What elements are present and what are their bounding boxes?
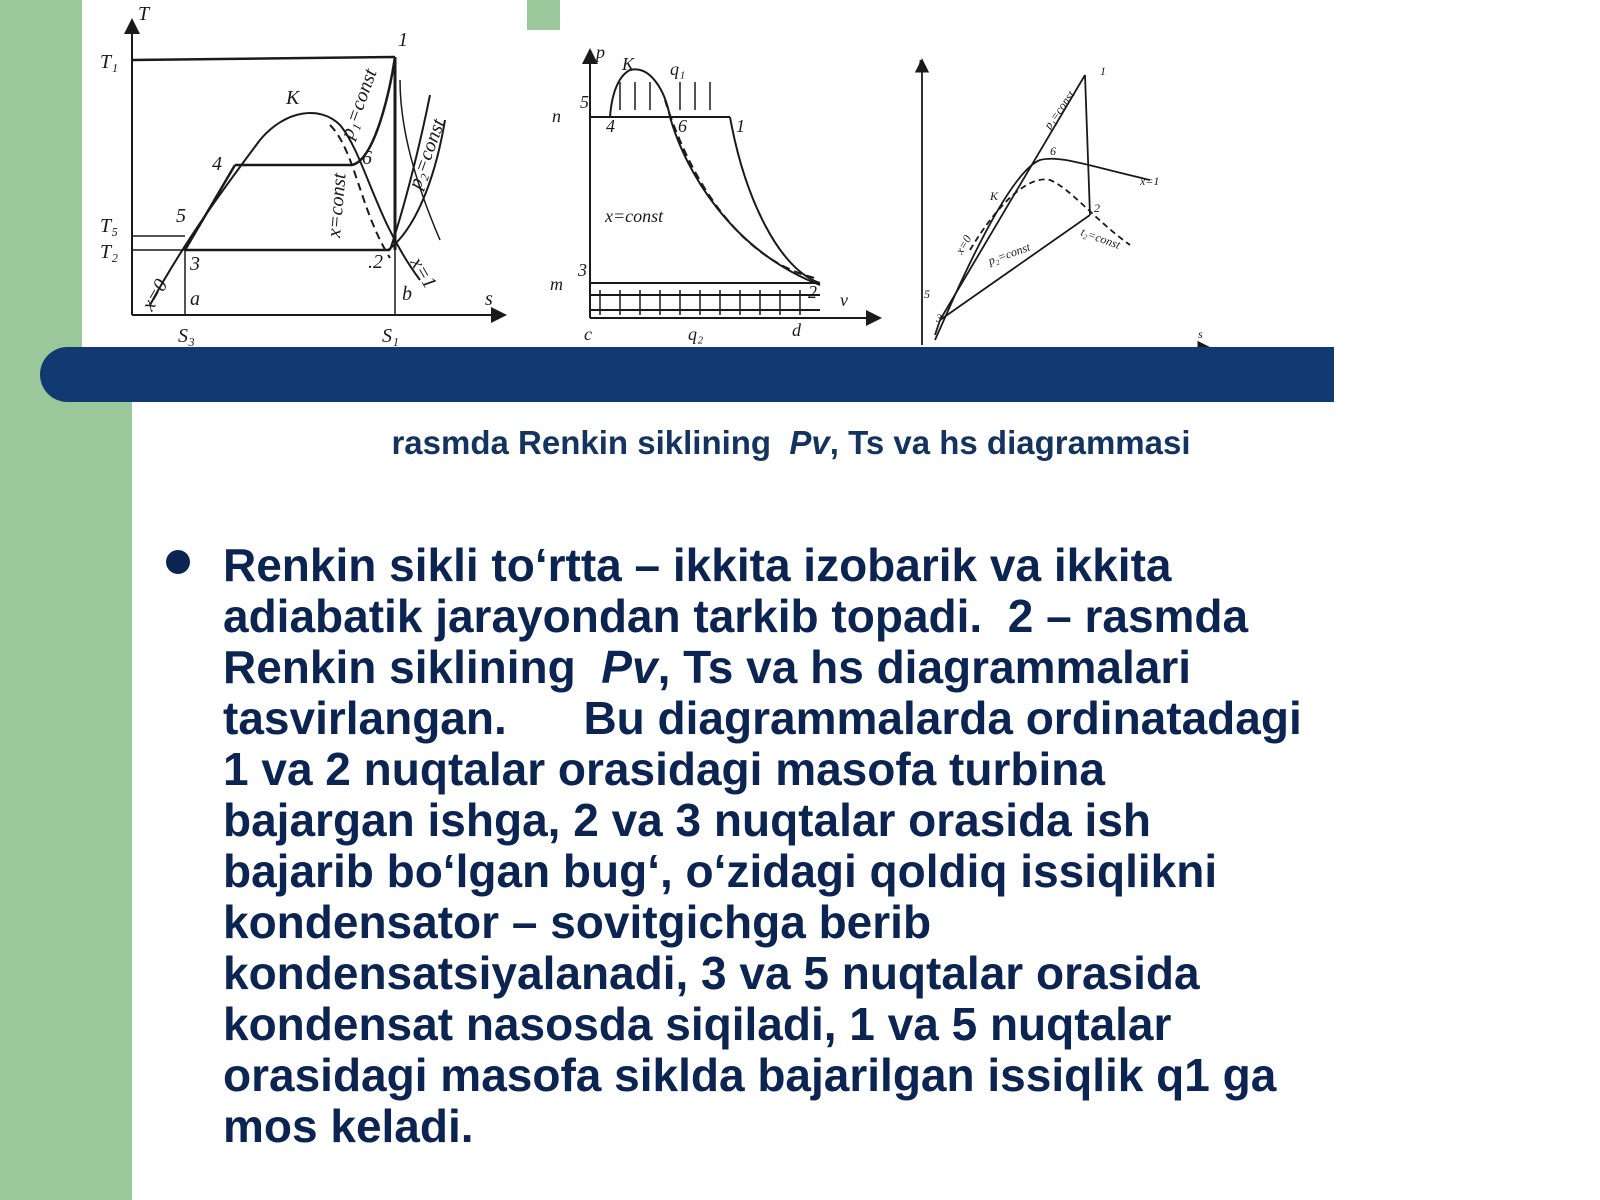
bullet-paragraph xyxy=(223,540,1533,1152)
svg-text:T: T xyxy=(138,3,150,25)
bullet-line xyxy=(223,642,1533,693)
svg-text:3: 3 xyxy=(936,311,942,325)
svg-text:K: K xyxy=(622,54,635,74)
bullet-line: mos keladi. xyxy=(223,1100,474,1152)
svg-text:b: b xyxy=(402,283,412,305)
svg-text:K: K xyxy=(990,189,999,203)
bullet-line-text-end: , Ts va hs diagrammalari xyxy=(657,641,1192,693)
svg-text:p: p xyxy=(596,42,605,62)
svg-text:d: d xyxy=(792,320,801,340)
svg-text:s: s xyxy=(485,288,493,310)
svg-text:5: 5 xyxy=(580,92,589,112)
svg-text:3: 3 xyxy=(190,253,200,275)
svg-text:q₂: q₂ xyxy=(688,324,704,344)
bullet-line: Renkin sikli to‘rtta – ikkita izobarik va ikkita xyxy=(223,539,1172,591)
svg-text:x=1: x=1 xyxy=(1140,174,1160,188)
bullet-line: bajarib bo‘lgan bug‘, o‘zidagi qoldiq issiqlikni xyxy=(223,845,1218,897)
svg-text:.2: .2 xyxy=(368,251,383,273)
svg-text:2: 2 xyxy=(808,282,817,302)
svg-text:T₂: T₂ xyxy=(100,241,119,263)
hs-diagram xyxy=(910,0,1220,365)
svg-text:K: K xyxy=(286,87,300,109)
bullet-line: kondensatsiyalanadi, 3 va 5 nuqtalar orasida xyxy=(223,947,1200,999)
svg-text:T₁: T₁ xyxy=(100,51,119,73)
svg-text:q₁: q₁ xyxy=(670,59,686,79)
svg-text:x=const: x=const xyxy=(605,206,664,226)
svg-text:x=const: x=const xyxy=(323,172,351,239)
svg-text:1: 1 xyxy=(398,29,408,51)
svg-text:c: c xyxy=(584,324,592,344)
svg-text:1: 1 xyxy=(736,116,745,136)
svg-text:2: 2 xyxy=(1094,201,1100,215)
bullet-line-pv: Pv xyxy=(601,641,658,693)
bullet-line: kondensator – sovitgichga berib xyxy=(223,896,932,948)
svg-text:x=0: x=0 xyxy=(137,275,173,315)
pv-diagram xyxy=(540,0,890,350)
svg-text:a: a xyxy=(190,288,200,310)
svg-text:t₂=const: t₂=const xyxy=(1078,224,1123,252)
svg-text:x=0: x=0 xyxy=(952,232,975,257)
svg-text:5: 5 xyxy=(176,205,186,227)
bullet-line: tasvirlangan. Bu diagrammalarda ordinatadagi xyxy=(223,692,1302,744)
svg-text:S₁: S₁ xyxy=(382,325,399,347)
caption-pv: Pv xyxy=(789,424,830,461)
caption-text: rasmda Renkin siklining xyxy=(391,424,790,461)
svg-text:p₁=const: p₁=const xyxy=(1040,87,1078,132)
svg-text:6: 6 xyxy=(1050,144,1056,158)
figure-caption xyxy=(160,424,1422,462)
svg-text:3: 3 xyxy=(578,260,587,280)
svg-text:4: 4 xyxy=(606,116,615,136)
svg-text:S₃: S₃ xyxy=(178,325,195,347)
svg-text:T₅: T₅ xyxy=(100,215,119,237)
bullet-dot xyxy=(166,550,190,574)
ts-diagram xyxy=(90,0,520,350)
svg-text:4: 4 xyxy=(212,153,222,175)
svg-text:n: n xyxy=(552,106,561,126)
caption-text-end: , Ts va hs diagrammasi xyxy=(829,424,1191,461)
title-band xyxy=(40,347,1334,402)
svg-text:6: 6 xyxy=(362,147,372,169)
bullet-line: bajargan ishga, 2 va 3 nuqtalar orasida ish xyxy=(223,794,1151,846)
svg-text:p₂=const: p₂=const xyxy=(986,239,1033,268)
svg-text:6: 6 xyxy=(678,116,687,136)
bullet-line: kondensat nasosda siqiladi, 1 va 5 nuqtalar xyxy=(223,998,1172,1050)
svg-text:v: v xyxy=(840,290,848,310)
bullet-line-text: Renkin siklining xyxy=(223,641,602,693)
svg-text:m: m xyxy=(550,274,563,294)
svg-text:s: s xyxy=(1198,327,1203,341)
svg-text:h: h xyxy=(918,57,924,71)
bullet-line: adiabatik jarayondan tarkib topadi. 2 – rasmda xyxy=(223,590,1249,642)
bullet-line: orasidagi masofa siklda bajarilgan issiqlik q1 ga xyxy=(223,1049,1277,1101)
svg-text:p₂=const: p₂=const xyxy=(404,115,450,192)
svg-text:x=1: x=1 xyxy=(405,253,441,293)
svg-text:p₁=const: p₁=const xyxy=(336,65,382,142)
svg-text:5: 5 xyxy=(924,287,930,301)
bullet-line: 1 va 2 nuqtalar orasidagi masofa turbina xyxy=(223,743,1105,795)
svg-text:1: 1 xyxy=(1100,64,1106,78)
